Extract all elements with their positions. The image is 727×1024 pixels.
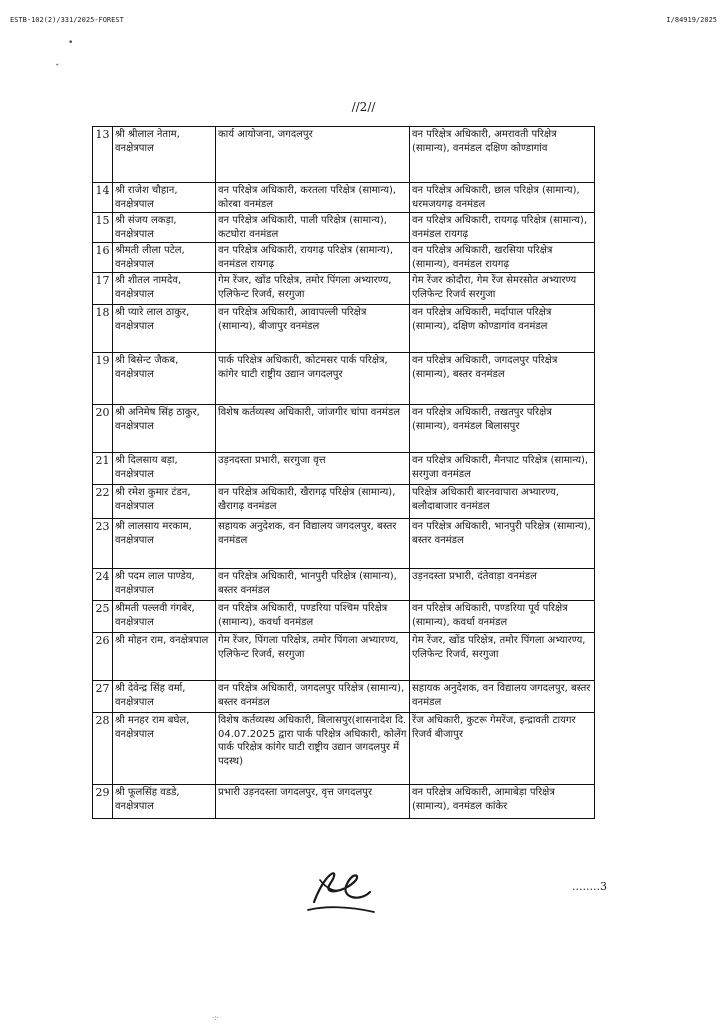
officer-name-cell: श्री फूलसिंह वडडे, वनक्षेत्रपाल (113, 785, 216, 819)
table-row (93, 681, 595, 713)
officer-name-cell: श्री शीतल नामदेव, वनक्षेत्रपाल (113, 273, 216, 305)
new-posting-cell: वन परिक्षेत्र अधिकारी, मर्दापाल परिक्षेत्र (सामान्य), दक्षिण कोण्डागांव वनमंडल (410, 305, 595, 353)
serial-number-cell: 23 (93, 519, 113, 569)
scan-mark: ˇ (55, 64, 60, 74)
table-row (93, 353, 595, 405)
new-posting-cell: रेंज अधिकारी, कुटरू गेमरेंज, इन्द्रावती टायगर रिजर्व बीजापुर (410, 713, 595, 785)
officer-name-cell: श्री प्यारे लाल ठाकुर, वनक्षेत्रपाल (113, 305, 216, 353)
officer-name-cell: श्री अनिमेष सिंह ठाकुर, वनक्षेत्रपाल (113, 405, 216, 453)
current-posting-cell: सहायक अनुदेशक, वन विद्यालय जगदलपुर, बस्तर वनमंडल (216, 519, 410, 569)
table-row (93, 569, 595, 601)
serial-number-cell: 17 (93, 273, 113, 305)
new-posting-cell: वन परिक्षेत्र अधिकारी, पण्डरिया पूर्व परिक्षेत्र (सामान्य), कवर्धा वनमंडल (410, 601, 595, 633)
new-posting-cell: वन परिक्षेत्र अधिकारी, खरसिया परिक्षेत्र (सामान्य), वनमंडल रायगढ़ (410, 243, 595, 273)
serial-number-cell: 27 (93, 681, 113, 713)
new-posting-cell: वन परिक्षेत्र अधिकारी, छाल परिक्षेत्र (सामान्य), धरमजयगढ़ वनमंडल (410, 183, 595, 213)
serial-number-cell: 15 (93, 213, 113, 243)
transfer-table-body (93, 127, 595, 819)
current-posting-cell: वन परिक्षेत्र अधिकारी, भानपुरी परिक्षेत्र (सामान्य), बस्तर वनमंडल (216, 569, 410, 601)
serial-number-cell: 29 (93, 785, 113, 819)
new-posting-cell: वन परिक्षेत्र अधिकारी, जगदलपुर परिक्षेत्र (सामान्य), बस्तर वनमंडल (410, 353, 595, 405)
serial-number-cell: 13 (93, 127, 113, 183)
officer-name-cell: श्री पदम लाल पाण्डेय, वनक्षेत्रपाल (113, 569, 216, 601)
new-posting-cell: वन परिक्षेत्र अधिकारी, मैनपाट परिक्षेत्र (सामान्य), सरगुजा वनमंडल (410, 453, 595, 485)
table-row (93, 243, 595, 273)
current-posting-cell: विशेष कर्तव्यस्थ अधिकारी, बिलासपुर(शासनादेश दि. 04.07.2025 द्वारा पार्क परिक्षेत्र अधिकारी, कोलेंग पार्क परिक्षेत्र कांगेर घाटी राष्ट्रीय उद्यान जगदलपुर में पदस्थ) (216, 713, 410, 785)
officer-name-cell: श्री श्रीलाल नेताम, वनक्षेत्रपाल (113, 127, 216, 183)
document-number: I/84919/2025 (666, 16, 717, 24)
table-row (93, 713, 595, 785)
current-posting-cell: वन परिक्षेत्र अधिकारी, करतला परिक्षेत्र (सामान्य), कोरबा वनमंडल (216, 183, 410, 213)
page-number: //2// (351, 100, 376, 114)
current-posting-cell: वन परिक्षेत्र अधिकारी, आवापल्ली परिक्षेत्र (सामान्य), बीजापुर वनमंडल (216, 305, 410, 353)
new-posting-cell: गेम रेंजर कोदौरा, गेम रेंज सेमरसोत अभ्यारण्य एलिफेन्ट रिजर्व सरगुजा (410, 273, 595, 305)
new-posting-cell: वन परिक्षेत्र अधिकारी, आमाबेड़ा परिक्षेत्र (सामान्य), वनमंडल कांकेर (410, 785, 595, 819)
table-row (93, 519, 595, 569)
current-posting-cell: कार्य आयोजना, जगदलपुर (216, 127, 410, 183)
serial-number-cell: 21 (93, 453, 113, 485)
officer-name-cell: श्रीमती पल्लवी गंगबेर, वनक्षेत्रपाल (113, 601, 216, 633)
new-posting-cell: वन परिक्षेत्र अधिकारी, भानपुरी परिक्षेत्र (सामान्य), बस्तर वनमंडल (410, 519, 595, 569)
serial-number-cell: 18 (93, 305, 113, 353)
officer-name-cell: श्री संजय लकड़ा, वनक्षेत्रपाल (113, 213, 216, 243)
serial-number-cell: 26 (93, 633, 113, 681)
table-row (93, 305, 595, 353)
current-posting-cell: उड़नदस्ता प्रभारी, सरगुजा वृत्त (216, 453, 410, 485)
officer-name-cell: श्री मनहर राम बघेल, वनक्षेत्रपाल (113, 713, 216, 785)
officer-name-cell: श्री देवेन्द्र सिंह वर्मा, वनक्षेत्रपाल (113, 681, 216, 713)
transfer-table (92, 126, 595, 819)
current-posting-cell: विशेष कर्तव्यस्थ अधिकारी, जांजगीर चांपा वनमंडल (216, 405, 410, 453)
continuation-marker: ........3 (572, 880, 607, 893)
current-posting-cell: पार्क परिक्षेत्र अधिकारी, कोटमसर पार्क परिक्षेत्र, कांगेर घाटी राष्ट्रीय उद्यान जगदलपुर (216, 353, 410, 405)
table-row (93, 273, 595, 305)
table-row (93, 127, 595, 183)
new-posting-cell: वन परिक्षेत्र अधिकारी, अमरावती परिक्षेत्र (सामान्य), वनमंडल दक्षिण कोण्डागांव (410, 127, 595, 183)
table-row (93, 183, 595, 213)
table-row (93, 601, 595, 633)
signature (300, 862, 380, 922)
officer-name-cell: श्री राजेश चौहान, वनक्षेत्रपाल (113, 183, 216, 213)
file-reference: ESTB-102(2)/331/2025-FOREST (10, 16, 124, 24)
table-row (93, 405, 595, 453)
serial-number-cell: 25 (93, 601, 113, 633)
serial-number-cell: 22 (93, 485, 113, 519)
serial-number-cell: 16 (93, 243, 113, 273)
new-posting-cell: परिक्षेत्र अधिकारी बारनवापारा अभ्यारण्य, बलौदाबाजार वनमंडल (410, 485, 595, 519)
current-posting-cell: प्रभारी उड़नदस्ता जगदलपुर, वृत्त जगदलपुर (216, 785, 410, 819)
serial-number-cell: 20 (93, 405, 113, 453)
officer-name-cell: श्री बिसेन्ट जैकब, वनक्षेत्रपाल (113, 353, 216, 405)
new-posting-cell: सहायक अनुदेशक, वन विद्यालय जगदलपुर, बस्तर वनमंडल (410, 681, 595, 713)
current-posting-cell: गेम रेंजर, पिंगला परिक्षेत्र, तमोर पिंगला अभ्यारण्य, एलिफेन्ट रिजर्व, सरगुजा (216, 633, 410, 681)
scan-mark: • (68, 38, 74, 48)
table-row (93, 633, 595, 681)
serial-number-cell: 14 (93, 183, 113, 213)
serial-number-cell: 19 (93, 353, 113, 405)
new-posting-cell: वन परिक्षेत्र अधिकारी, रायगढ़ परिक्षेत्र (सामान्य), वनमंडल रायगढ़ (410, 213, 595, 243)
table-row (93, 453, 595, 485)
current-posting-cell: वन परिक्षेत्र अधिकारी, पण्डरिया पश्चिम परिक्षेत्र (सामान्य), कवर्धा वनमंडल (216, 601, 410, 633)
serial-number-cell: 28 (93, 713, 113, 785)
table-row (93, 485, 595, 519)
officer-name-cell: श्री दिलसाय बड़ा, वनक्षेत्रपाल (113, 453, 216, 485)
current-posting-cell: वन परिक्षेत्र अधिकारी, पाली परिक्षेत्र (सामान्य), कटघोरा वनमंडल (216, 213, 410, 243)
table-row (93, 213, 595, 243)
new-posting-cell: उड़नदस्ता प्रभारी, दंतेवाड़ा वनमंडल (410, 569, 595, 601)
table-row (93, 785, 595, 819)
officer-name-cell: श्री रमेश कुमार टंडन, वनक्षेत्रपाल (113, 485, 216, 519)
new-posting-cell: गेम रेंजर, खोंड परिक्षेत्र, तमोर पिंगला अभ्यारण्य, एलिफेन्ट रिजर्व, सरगुजा (410, 633, 595, 681)
serial-number-cell: 24 (93, 569, 113, 601)
scan-mark: ·:· (212, 1014, 219, 1022)
current-posting-cell: गेम रेंजर, खोंड परिक्षेत्र, तमोर पिंगला अभ्यारण्य, एलिफेन्ट रिजर्व, सरगुजा (216, 273, 410, 305)
current-posting-cell: वन परिक्षेत्र अधिकारी, खैरागढ़ परिक्षेत्र (सामान्य), खैरागढ़ वनमंडल (216, 485, 410, 519)
current-posting-cell: वन परिक्षेत्र अधिकारी, रायगढ़ परिक्षेत्र (सामान्य), वनमंडल रायगढ़ (216, 243, 410, 273)
officer-name-cell: श्रीमती लीला पटेल, वनक्षेत्रपाल (113, 243, 216, 273)
new-posting-cell: वन परिक्षेत्र अधिकारी, तखतपुर परिक्षेत्र (सामान्य), वनमंडल बिलासपुर (410, 405, 595, 453)
current-posting-cell: वन परिक्षेत्र अधिकारी, जगदलपुर परिक्षेत्र (सामान्य), बस्तर वनमंडल (216, 681, 410, 713)
officer-name-cell: श्री लालसाय मरकाम, वनक्षेत्रपाल (113, 519, 216, 569)
officer-name-cell: श्री मोहन राम, वनक्षेत्रपाल (113, 633, 216, 681)
